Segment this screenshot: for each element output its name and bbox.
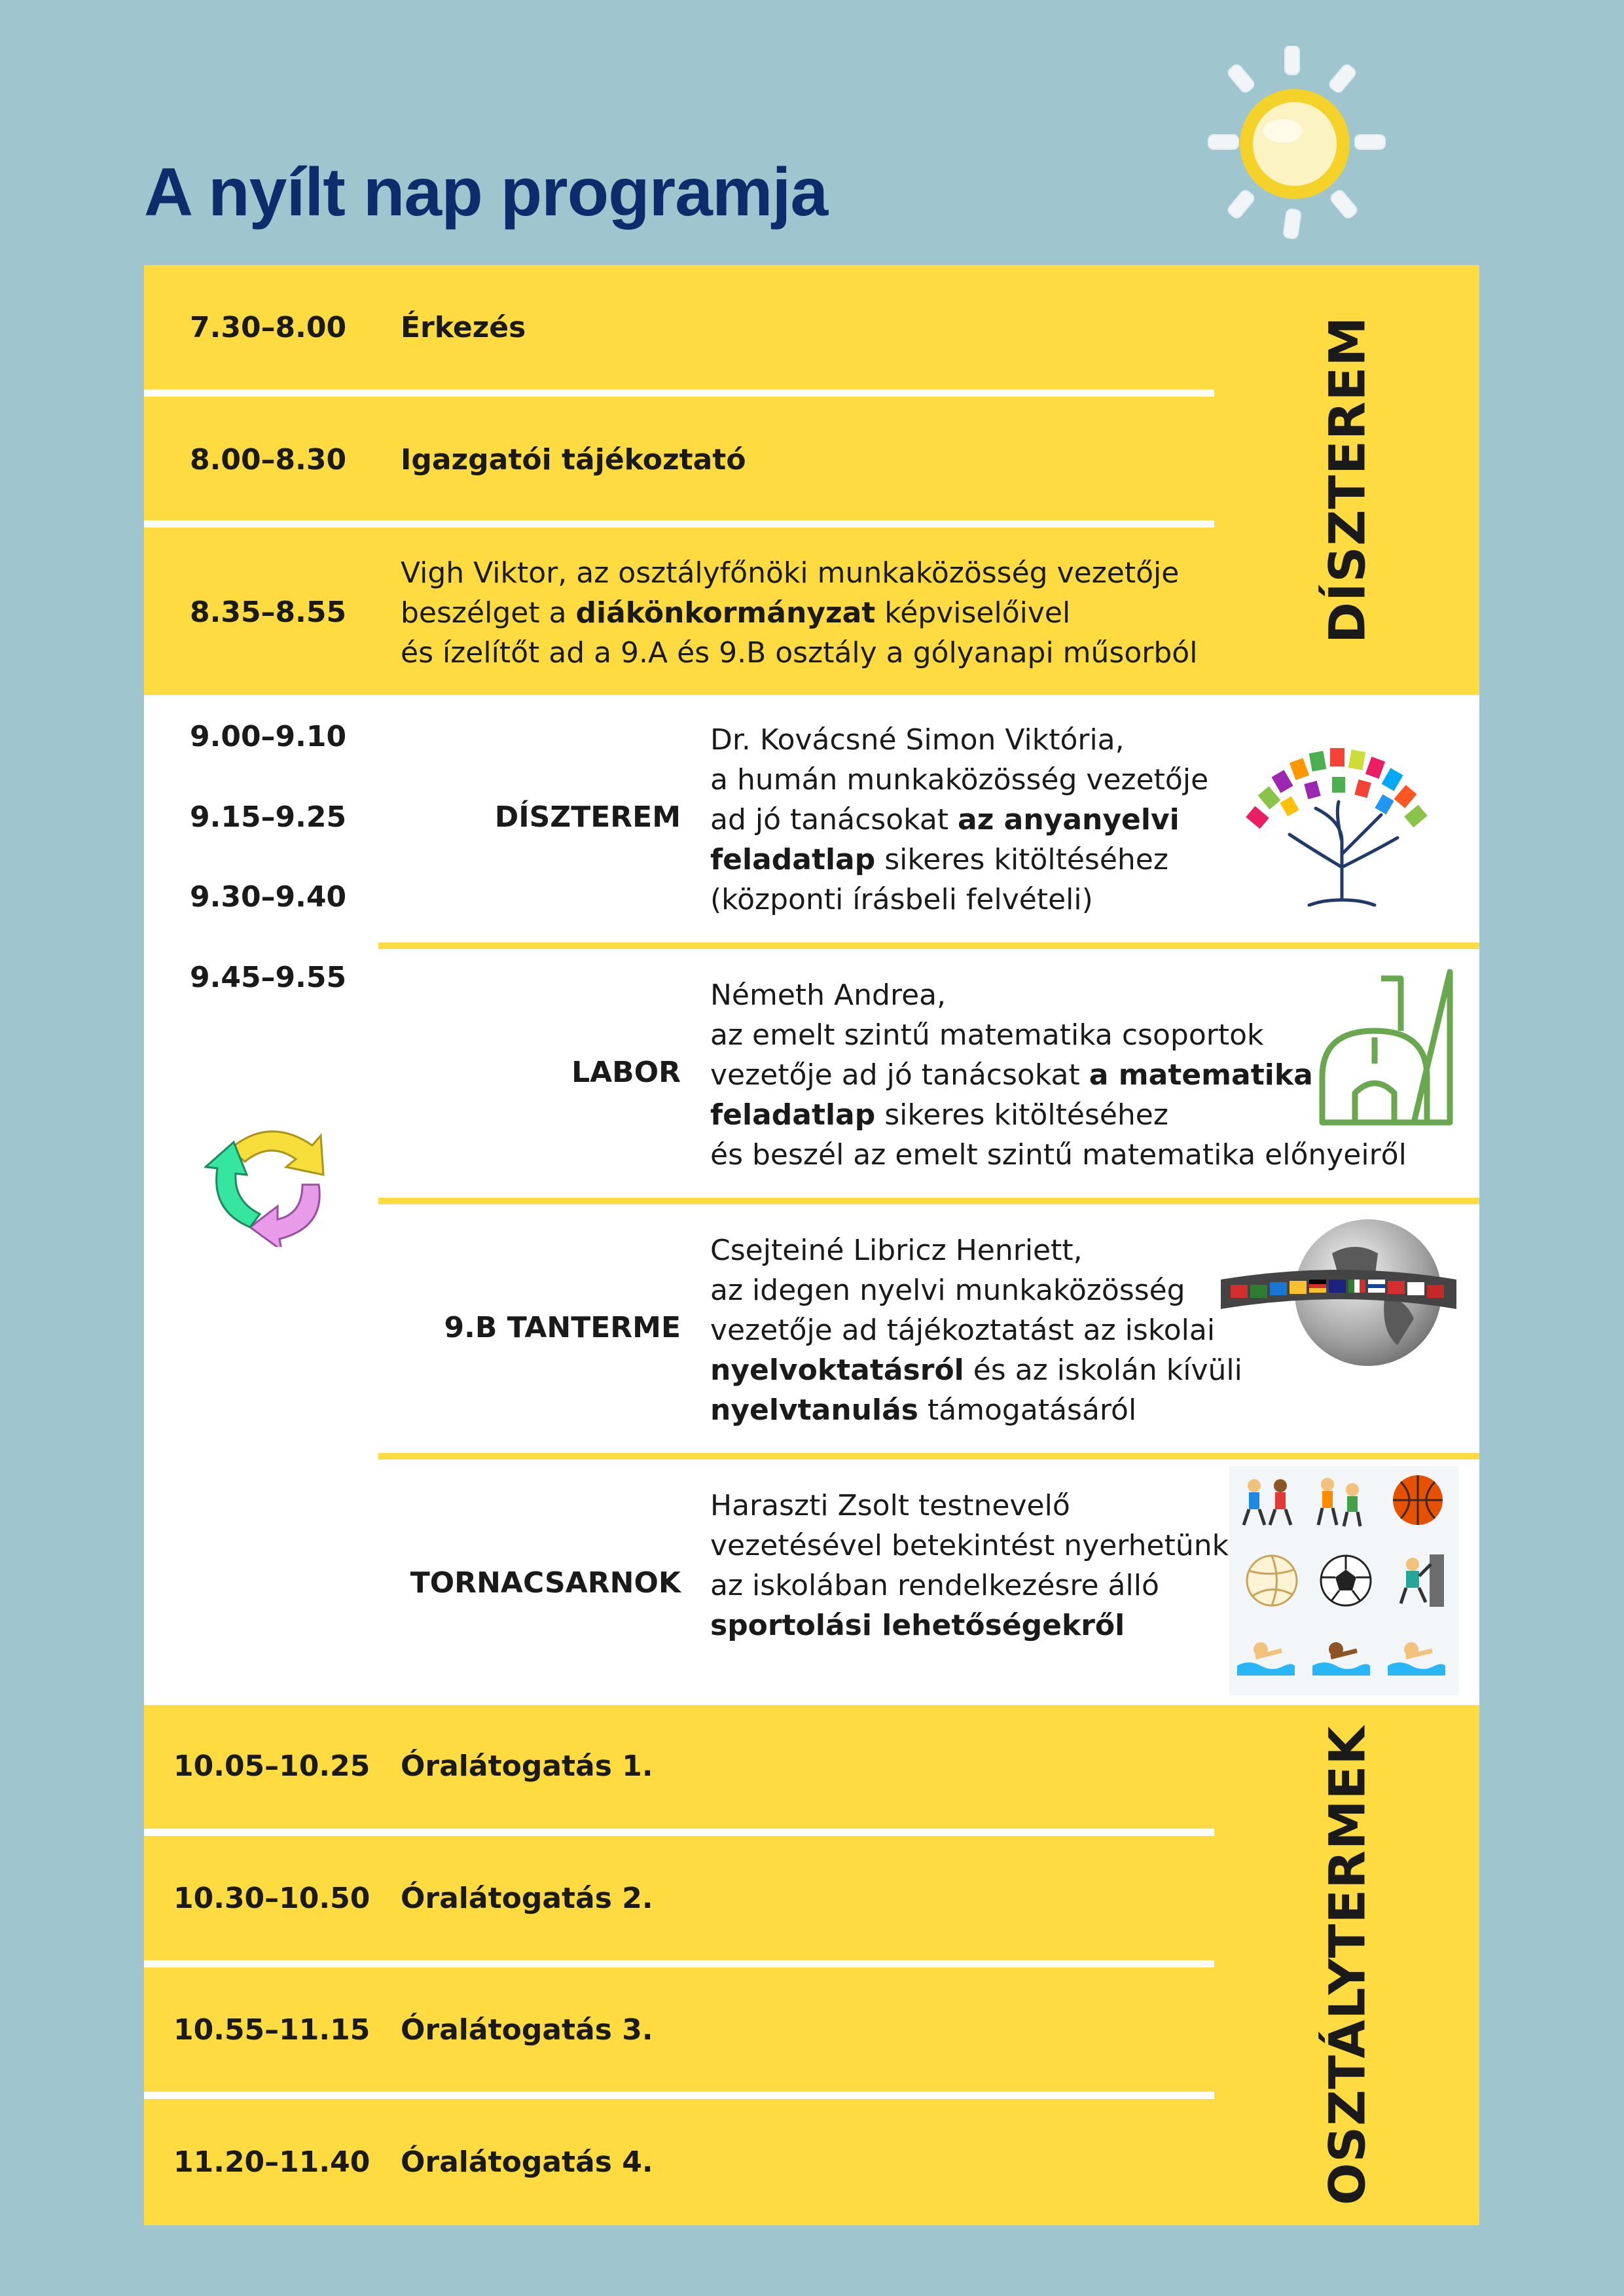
activity-label: Igazgatói tájékoztató (401, 443, 746, 476)
divider (378, 942, 1479, 949)
activity-description: Vigh Viktor, az osztályfőnöki munkaközösség vezetője beszélget a diákönkormányzat képviselőivel és ízelítőt ad a 9.A és 9.B osztály a gólyanapi műsorból (401, 556, 1198, 670)
activity-label: Érkezés (401, 311, 526, 344)
globe-flags-icon (1214, 1214, 1463, 1371)
divider (144, 1960, 1214, 1967)
time-slot: 7.30–8.00 (190, 311, 347, 344)
activity-label: Óralátogatás 1. (401, 1749, 653, 1783)
time-slot: 9.30–9.40 (190, 880, 347, 914)
activity-label: Óralátogatás 3. (401, 2013, 653, 2047)
activity-label: Óralátogatás 2. (401, 1882, 653, 1915)
divider (378, 1198, 1479, 1204)
station-description: Németh Andrea, az emelt szintű matematika csoportok vezetője ad jó tanácsokat a matematika feladatlap sikeres kitöltéséhez és beszél az emelt szintű matematika előnyeiről (710, 978, 1407, 1172)
time-slot: 10.30–10.50 (173, 1882, 370, 1915)
room-label: DÍSZTEREM (494, 800, 681, 834)
station-description: Dr. Kovácsné Simon Viktória, a humán munkaközösség vezetője ad jó tanácsokat az anyanyelvi feladatlap sikeres kitöltéséhez (központi írásbeli felvételi) (710, 723, 1209, 916)
station-description: Csejteiné Libricz Henriett, az idegen nyelvi munkaközösség vezetője ad tájékoztatást az iskolai nyelvoktatásról és az iskolán kívüli nyelvtanulás támogatásáról (710, 1234, 1242, 1427)
rotation-arrows-icon (204, 1116, 335, 1247)
time-slot: 10.55–11.15 (173, 2013, 370, 2047)
time-slot: 11.20–11.40 (173, 2145, 370, 2179)
time-slot: 9.15–9.25 (190, 800, 347, 834)
station-description: Haraszti Zsolt testnevelő vezetésével betekintést nyerhetünk az iskolában rendelkezésre álló sportolási lehetőségekről (710, 1489, 1229, 1642)
divider (144, 2092, 1214, 2099)
sun-icon (1185, 46, 1401, 242)
room-label: LABOR (571, 1056, 681, 1089)
divider (144, 389, 1214, 397)
time-slot: 8.35–8.55 (190, 596, 347, 629)
book-tree-icon (1244, 736, 1440, 906)
room-label: 9.B TANTERME (444, 1311, 681, 1344)
divider (144, 1829, 1214, 1836)
room-label-vertical: DÍSZTEREM (1318, 315, 1377, 644)
divider (378, 1453, 1479, 1460)
schedule-table (144, 265, 1479, 2225)
time-slot: 9.00–9.10 (190, 720, 347, 753)
sports-icon (1229, 1466, 1458, 1695)
page-title: A nyílt nap programja (144, 154, 828, 230)
time-slot: 9.45–9.55 (190, 961, 347, 994)
room-label: TORNACSARNOK (410, 1566, 681, 1600)
time-slot: 10.05–10.25 (173, 1749, 370, 1783)
time-slot: 8.00–8.30 (190, 443, 347, 476)
geometry-tools-icon (1303, 965, 1460, 1136)
activity-label: Óralátogatás 4. (401, 2145, 653, 2179)
room-label-vertical: OSZTÁLYTERMEK (1318, 1725, 1377, 2206)
divider (144, 520, 1214, 528)
